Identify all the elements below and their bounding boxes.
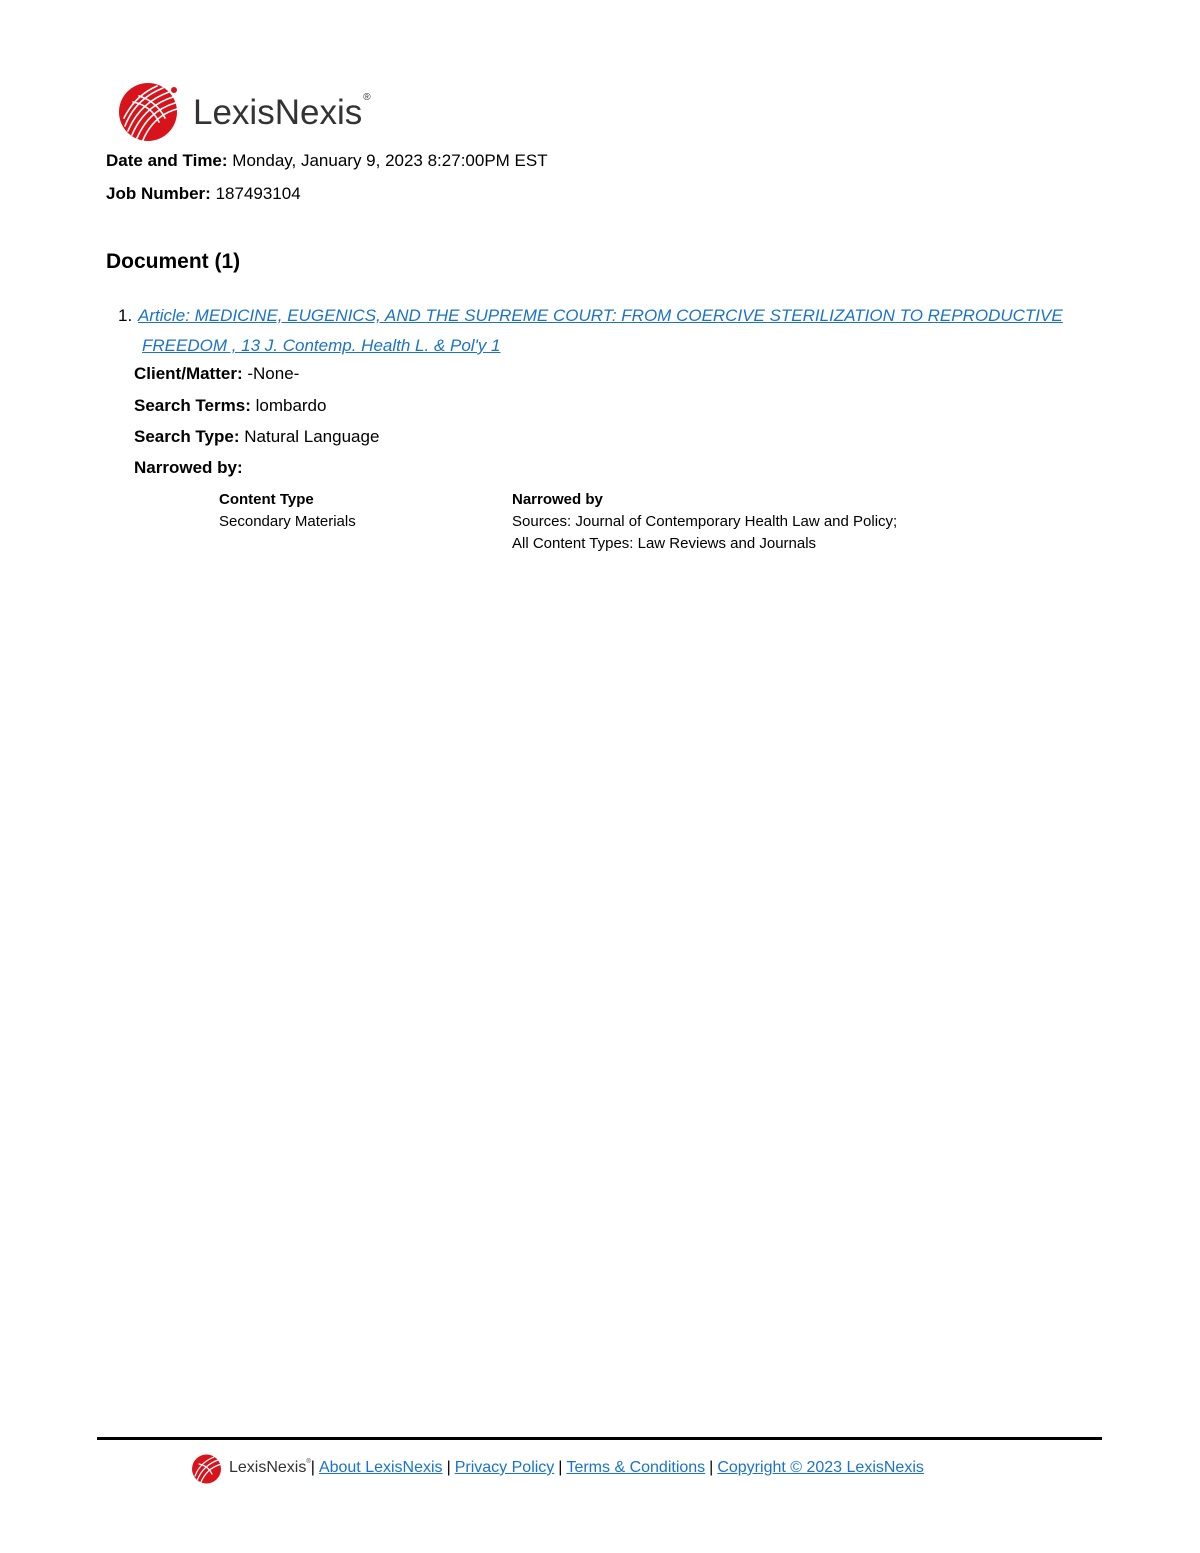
footer <box>191 1452 924 1484</box>
client-matter-label: Client/Matter: <box>134 364 243 383</box>
copyright-link[interactable]: Copyright © 2023 LexisNexis <box>717 1459 924 1476</box>
footer-wordmark: LexisNexis <box>229 1459 307 1476</box>
job-number-label: Job Number: <box>106 184 211 203</box>
search-terms-line <box>134 396 326 416</box>
client-matter-value: -None- <box>247 364 300 383</box>
lexisnexis-globe-icon <box>117 80 181 142</box>
document-heading: Document (1) <box>106 250 241 273</box>
document-list-item <box>118 301 1078 361</box>
footer-separator: | <box>310 1459 315 1476</box>
logo-wordmark: LexisNexis <box>193 93 363 132</box>
narrowed-by-sources: Sources: Journal of Contemporary Health Law and Policy; <box>512 513 898 530</box>
client-matter-line <box>134 364 299 384</box>
search-type-value: Natural Language <box>244 427 380 446</box>
narrowed-by-column <box>512 489 897 555</box>
job-number-line <box>106 184 301 204</box>
search-terms-label: Search Terms: <box>134 396 251 415</box>
footer-divider <box>97 1437 1102 1440</box>
date-time-line <box>106 151 548 171</box>
content-type-value: Secondary Materials <box>219 513 356 530</box>
search-type-label: Search Type: <box>134 427 240 446</box>
search-terms-value: lombardo <box>255 396 327 415</box>
search-type-line <box>134 427 379 447</box>
footer-separator: | <box>709 1459 714 1476</box>
about-lexisnexis-link[interactable]: About LexisNexis <box>318 1459 443 1476</box>
item-number: 1. <box>118 306 133 325</box>
footer-registered-mark: ® <box>306 1459 311 1465</box>
content-type-header: Content Type <box>219 491 314 508</box>
narrowed-by-header: Narrowed by <box>512 491 603 508</box>
date-time-label: Date and Time: <box>106 151 228 170</box>
footer-separator: | <box>558 1459 563 1476</box>
narrowed-by-content-types: All Content Types: Law Reviews and Journals <box>512 535 817 552</box>
terms-conditions-link[interactable]: Terms & Conditions <box>566 1459 706 1476</box>
job-number-value: 187493104 <box>215 184 301 203</box>
narrowed-by-label: Narrowed by: <box>134 458 243 477</box>
privacy-policy-link[interactable]: Privacy Policy <box>454 1459 555 1476</box>
logo-registered-mark: ® <box>363 91 371 103</box>
narrowed-by-line <box>134 458 243 478</box>
article-link[interactable]: Article: MEDICINE, EUGENICS, AND THE SUPREME COURT: FROM COERCIVE STERILIZATION TO REPRODUCTIVE FREEDOM , 13 J. Contemp. Health L. & Pol'y 1 <box>138 306 1063 355</box>
content-type-column <box>219 489 356 533</box>
footer-lexisnexis-globe-icon <box>191 1453 223 1484</box>
date-time-value: Monday, January 9, 2023 8:27:00PM EST <box>232 151 548 170</box>
footer-separator: | <box>446 1459 451 1476</box>
lexisnexis-logo <box>117 80 371 142</box>
